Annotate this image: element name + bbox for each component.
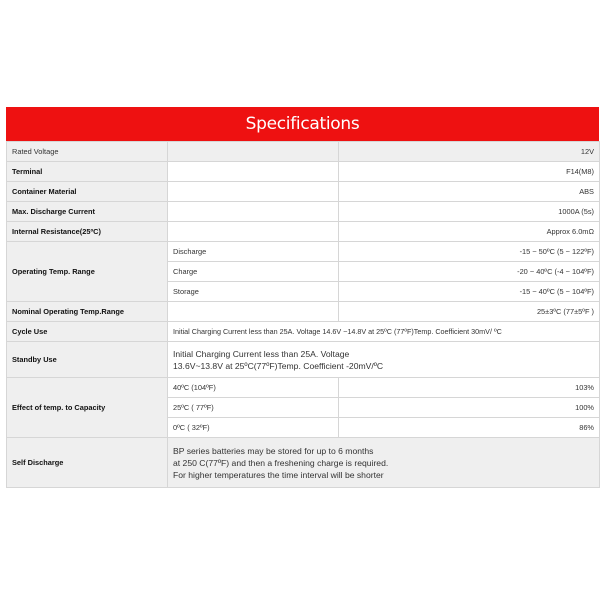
capacity-40c-name: 40ºC (104ºF) [168, 378, 339, 398]
row-rated-voltage [7, 142, 600, 162]
row-max-discharge [7, 202, 600, 222]
max-discharge-value: 1000A (5s) [339, 202, 600, 222]
rated-voltage-value: 12V [339, 142, 600, 162]
operating-temp-storage-name: Storage [168, 282, 339, 302]
capacity-40c-value: 103% [339, 378, 600, 398]
row-capacity-40c [7, 378, 600, 398]
rated-voltage-label: Rated Voltage [7, 142, 168, 162]
row-standby-use [7, 342, 600, 378]
standby-use-label: Standby Use [7, 342, 168, 378]
row-self-discharge [7, 438, 600, 488]
cycle-use-value: Initial Charging Current less than 25A. Voltage 14.6V ~14.8V at 25ºC (77ºF)Temp. Coefficient 30mV/ ºC [168, 322, 600, 342]
self-discharge-line-2: at 250 C(77ºF) and then a freshening charge is required. [173, 457, 389, 468]
row-operating-temp-discharge [7, 242, 600, 262]
internal-resistance-value: Approx 6.0mΩ [339, 222, 600, 242]
specifications-sheet [6, 107, 599, 488]
capacity-label: Effect of temp. to Capacity [7, 378, 168, 438]
operating-temp-discharge-name: Discharge [168, 242, 339, 262]
capacity-0c-value: 86% [339, 418, 600, 438]
self-discharge-line-1: BP series batteries may be stored for up to 6 months [173, 445, 374, 456]
specifications-title: Specifications [245, 114, 360, 134]
row-internal-resistance [7, 222, 600, 242]
row-container-material [7, 182, 600, 202]
max-discharge-label: Max. Discharge Current [7, 202, 168, 222]
standby-use-value [168, 342, 600, 378]
container-material-value: ABS [339, 182, 600, 202]
operating-temp-charge-value: -20 ~ 40ºC (-4 ~ 104ºF) [339, 262, 600, 282]
self-discharge-value [168, 438, 600, 488]
operating-temp-charge-name: Charge [168, 262, 339, 282]
self-discharge-label: Self Discharge [7, 438, 168, 488]
operating-temp-storage-value: -15 ~ 40ºC (5 ~ 104ºF) [339, 282, 600, 302]
operating-temp-label: Operating Temp. Range [7, 242, 168, 302]
capacity-25c-value: 100% [339, 398, 600, 418]
terminal-value: F14(M8) [339, 162, 600, 182]
terminal-label: Terminal [7, 162, 168, 182]
self-discharge-line-3: For higher temperatures the time interval will be shorter [173, 469, 384, 480]
internal-resistance-label: Internal Resistance(25ºC) [7, 222, 168, 242]
standby-use-line-1: Initial Charging Current less than 25A. Voltage [173, 348, 350, 359]
capacity-25c-name: 25ºC ( 77ºF) [168, 398, 339, 418]
row-nominal-temp [7, 302, 600, 322]
row-terminal [7, 162, 600, 182]
row-cycle-use [7, 322, 600, 342]
nominal-temp-value: 25±3ºC (77±5ºF ) [339, 302, 600, 322]
container-material-label: Container Material [7, 182, 168, 202]
standby-use-line-2: 13.6V~13.8V at 25ºC(77ºF)Temp. Coefficient -20mV/ºC [173, 360, 384, 371]
nominal-temp-label: Nominal Operating Temp.Range [7, 302, 168, 322]
specifications-header [6, 107, 599, 141]
specifications-table [6, 141, 600, 488]
capacity-0c-name: 0ºC ( 32ºF) [168, 418, 339, 438]
operating-temp-discharge-value: -15 ~ 50ºC (5 ~ 122ºF) [339, 242, 600, 262]
cycle-use-label: Cycle Use [7, 322, 168, 342]
